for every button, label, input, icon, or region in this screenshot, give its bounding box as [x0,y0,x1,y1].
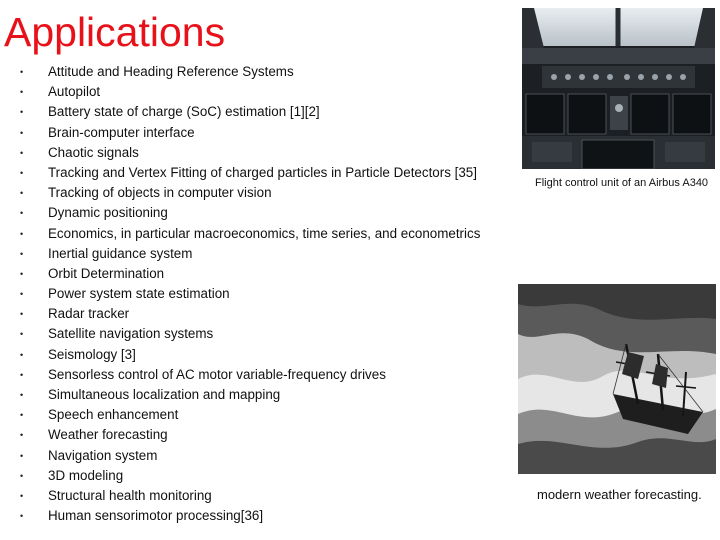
list-item-text: Speech enhancement [48,407,179,423]
bullet-icon: • [20,430,24,441]
list-item-text: Inertial guidance system [48,245,193,261]
list-item [0,143,510,163]
list-item [0,264,510,284]
bullet-icon: • [20,511,24,522]
list-item [0,345,510,365]
bullet-icon: • [20,490,24,501]
list-item-text: Navigation system [48,447,158,463]
list-item [0,425,510,445]
list-item-text: Seismology [3] [48,346,136,362]
applications-list [0,62,510,526]
list-item-text: Battery state of charge (SoC) estimation [1][2] [48,104,320,120]
list-item [0,163,510,183]
bullet-icon: • [20,127,24,138]
bullet-icon: • [20,268,24,279]
bullet-icon: • [20,470,24,481]
bullet-icon: • [20,208,24,219]
list-item-text: Dynamic positioning [48,205,168,221]
list-item [0,324,510,344]
list-item-text: Weather forecasting [48,427,168,443]
list-item-text: Radar tracker [48,306,130,322]
figure-caption-cockpit: Flight control unit of an Airbus A340 [535,177,709,189]
list-item [0,446,510,466]
list-item-text: Tracking and Vertex Fitting of charged particles in Particle Detectors [35] [48,164,477,180]
bullet-icon: • [20,167,24,178]
list-item-text: Structural health monitoring [48,487,212,503]
list-item-text: Attitude and Heading Reference Systems [48,64,294,79]
bullet-icon: • [20,450,24,461]
list-item [0,284,510,304]
bullet-icon: • [20,309,24,320]
slide-title: Applications [4,9,226,55]
bullet-icon: • [20,390,24,400]
figure-caption-weather: modern weather forecasting. [537,487,702,502]
list-item-text: Human sensorimotor processing[36] [48,508,264,524]
bullet-icon: • [20,369,24,380]
list-item [0,385,510,405]
list-item-text: 3D modeling [48,467,124,483]
list-item [0,304,510,324]
storm-ship-drawing [518,284,716,474]
list-item-text: Economics, in particular macroeconomics, time series, and econometrics [48,225,481,241]
list-item [0,466,510,486]
bullet-icon: • [20,188,24,199]
list-item [0,123,510,143]
list-item [0,244,510,264]
list-item-text: Power system state estimation [48,286,230,302]
list-item [0,82,510,102]
list-item [0,486,510,506]
list-item-text: Brain-computer interface [48,124,195,140]
list-item [0,506,510,526]
bullet-icon: • [20,410,24,421]
list-item-text: Sensorless control of AC motor variable-frequency drives [48,366,386,382]
list-item-text: Simultaneous localization and mapping [48,387,281,402]
list-item [0,203,510,223]
list-item-text: Autopilot [48,84,101,100]
bullet-icon: • [20,228,24,239]
list-item [0,62,510,82]
list-item-text: Tracking of objects in computer vision [48,185,272,201]
bullet-icon: • [20,107,24,118]
list-item [0,224,510,244]
storm-ship-illustration [518,284,716,474]
bullet-icon: • [20,248,24,259]
list-item [0,102,510,122]
bullet-icon: • [20,147,24,158]
list-item-text: Chaotic signals [48,144,139,160]
list-item-text: Satellite navigation systems [48,326,214,342]
list-item [0,365,510,385]
bullet-icon: • [20,67,24,77]
bullet-icon: • [20,87,24,98]
bullet-icon: • [20,329,24,340]
list-item-text: Orbit Determination [48,265,165,281]
list-item [0,405,510,425]
cockpit-illustration [522,8,715,169]
cockpit-photo [522,8,715,169]
bullet-icon: • [20,349,24,360]
bullet-icon: • [20,289,24,300]
list-item [0,183,510,203]
